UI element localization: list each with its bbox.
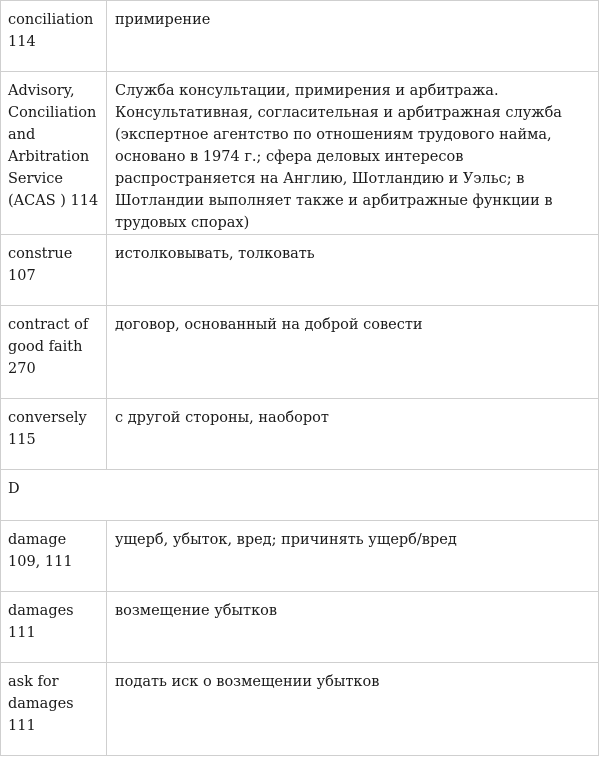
definition-text: примирение — [115, 12, 211, 28]
table-row — [1, 399, 599, 470]
definition-text: с другой стороны, наоборот — [115, 410, 329, 426]
table-row — [1, 663, 599, 756]
term-cell — [1, 663, 107, 756]
term-text: conversely — [8, 410, 87, 426]
section-row — [1, 470, 599, 521]
term-pages: 109, 111 — [8, 554, 73, 570]
term-text: damage — [8, 532, 67, 548]
term-text: damages — [8, 603, 74, 619]
table-row — [1, 592, 599, 663]
term-pages: 111 — [8, 625, 36, 641]
definition-cell — [107, 72, 599, 235]
definition-cell — [107, 235, 599, 306]
definition-cell — [107, 663, 599, 756]
term-text: conciliation — [8, 12, 94, 28]
definition-text: ущерб, убыток, вред; причинять ущерб/вред — [115, 532, 457, 548]
term-cell — [1, 592, 107, 663]
term-pages: 114 — [8, 34, 36, 50]
definition-text: возмещение убытков — [115, 603, 278, 619]
term-text: Advisory, Conciliation and Arbitration Service (ACAS ) 114 — [8, 83, 99, 209]
term-cell — [1, 1, 107, 72]
table-row — [1, 72, 599, 235]
term-text: ask for damages — [8, 674, 74, 712]
term-cell — [1, 521, 107, 592]
definition-cell — [107, 306, 599, 399]
term-pages: 107 — [8, 268, 36, 284]
term-pages: 270 — [8, 361, 36, 377]
definition-text: Служба консультации, примирения и арбитража. Консультативная, согласительная и арбитражная служба (экспертное агентство по отношениям трудового найма, основано в 1974 г.; сфера деловых интересов распространяется на Англию, Шотландию и Уэльс; в Шотландии выполняет также и арбитражные функции в трудовых спорах) — [115, 83, 562, 231]
definition-cell — [107, 521, 599, 592]
table-row — [1, 306, 599, 399]
definition-text: истолковывать, толковать — [115, 246, 315, 262]
term-cell — [1, 399, 107, 470]
section-heading-cell — [1, 470, 599, 521]
term-text: construe — [8, 246, 73, 262]
table-row — [1, 1, 599, 72]
term-cell — [1, 72, 107, 235]
definition-text: договор, основанный на доброй совести — [115, 317, 423, 333]
table-row — [1, 521, 599, 592]
definition-cell — [107, 399, 599, 470]
table-row — [1, 235, 599, 306]
term-cell — [1, 235, 107, 306]
term-pages: 111 — [8, 718, 36, 734]
definition-cell — [107, 1, 599, 72]
definition-cell — [107, 592, 599, 663]
section-letter: D — [8, 481, 20, 497]
term-text: contract of good faith — [8, 317, 89, 355]
definition-text: подать иск о возмещении убытков — [115, 674, 380, 690]
term-pages: 115 — [8, 432, 36, 448]
term-cell — [1, 306, 107, 399]
